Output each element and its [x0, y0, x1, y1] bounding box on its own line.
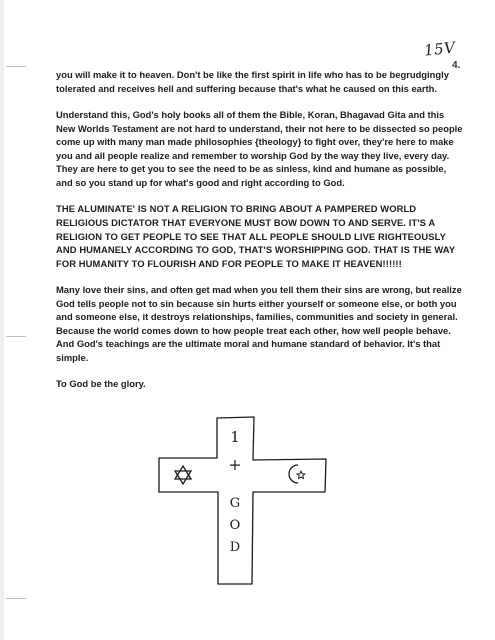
closing-line: To God be the glory.	[56, 378, 146, 390]
star-and-crescent-icon	[289, 465, 305, 483]
cross-letter-o: O	[229, 518, 241, 533]
cross-outline	[159, 417, 326, 584]
cross-top-number: 1	[230, 428, 240, 446]
hand-drawn-cross	[150, 412, 340, 592]
paragraph-3: THE ALUMINATE' IS NOT A RELIGION TO BRING ABOUT A PAMPERED WORLD RELIGIOUS DICTATOR THAT EVERYONE MUST BOW DOWN TO AND SERVE. IT'S A RELIGION TO GET PEOPLE TO SEE THAT ALL PEOPLE SHOULD LIVE RIGHTEOUSLY AND HUMANELY ACCORDING TO GOD, THAT'S WORSHIPPING GOD. THAT IS THE WAY FOR HUMANITY TO FLOURISH AND FOR PEOPLE TO MAKE IT HEAVEN!!!!!!	[56, 203, 456, 269]
cross-letter-g: G	[229, 496, 241, 511]
paragraph-4: Many love their sins, and often get mad when you tell them their sins are wrong, but realize God tells people not to sin because sin hurts either yourself or someone else, or both you and someone else, it destroys relationships, families, communities and society in general. Because the world comes down to how people treat each other, how well people behave. And God's teachings are the ultimate moral and humane standard of behavior. It's that simple.	[56, 284, 462, 364]
binder-mark	[6, 598, 26, 599]
handwritten-page-number: 15V	[423, 38, 457, 60]
document-body	[56, 68, 464, 404]
binder-mark	[6, 336, 26, 337]
small-cross-icon: +	[228, 455, 242, 474]
page-number: 4.	[452, 60, 461, 71]
star-of-david-icon	[175, 466, 191, 484]
paragraph-1: you will make it to heaven. Don't be like the first spirit in life who has to be begrudgingly tolerated and receives hell and suffering because that's what he caused on this earth.	[56, 69, 449, 94]
scan-edge-shadow	[0, 0, 4, 640]
paragraph-2: Understand this, God's holy books all of them the Bible, Koran, Bhagavad Gita and this New Worlds Testament are not hard to understand, their not here to be dissected so people come up with many man made philosophies {theology} to fight over, they're here to make you and all people realize and remember to worship God by the way they live, every day. They are here to get you to see the need to be as sinless, kind and humane as possible, and so you stand up for what's good and right according to God.	[56, 108, 463, 188]
cross-letter-d: D	[229, 540, 241, 555]
binder-mark	[6, 66, 26, 67]
